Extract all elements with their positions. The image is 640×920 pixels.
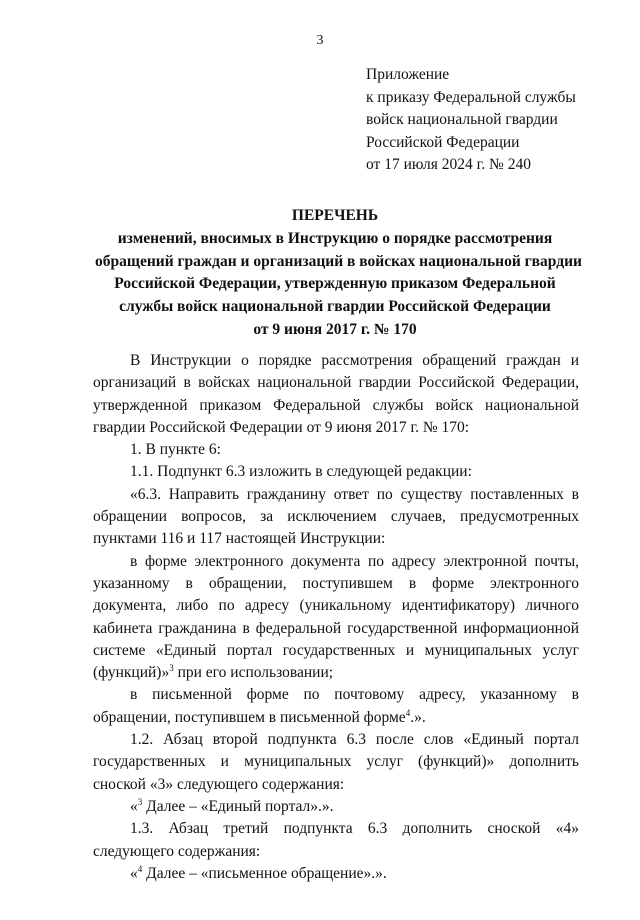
appendix-line: от 17 июля 2024 г. № 240 (366, 156, 531, 173)
item-1: 1. В пункте 6: (130, 441, 221, 459)
title-line: изменений, вносимых в Инструкцию о порядке рассмотрения (117, 229, 553, 247)
footnote-3-text (93, 796, 579, 818)
footnote-mark: 4 (405, 707, 411, 718)
appendix-line: войск национальной гвардии (366, 111, 558, 128)
electronic-form-paragraph (93, 551, 579, 685)
title-line: службы войск национальной гвардии Российской Федерации (119, 298, 551, 316)
paragraph-text: Далее – «письменное обращение».». (142, 864, 387, 882)
subitem-6-3: «6.3. Направить гражданину ответ по существу поставленных в обращении вопросов, за исключением случаев, предусмотренных пунктами 116 и 117 настоящей Инструкции: (93, 485, 579, 548)
document-title (95, 205, 582, 342)
title-heading: ПЕРЕЧЕНЬ (291, 207, 379, 224)
page-number: 3 (316, 33, 324, 48)
intro-paragraph: В Инструкции о порядке рассмотрения обращений граждан и организаций в войсках национальной гвардии Российской Федерации, утвержденной приказом Федеральной службы войск национальной гвардии Российской Федерации от 9 июня 2017 г. № 170: (93, 352, 579, 436)
appendix-block (366, 64, 576, 177)
appendix-line: к приказу Федеральной службы (366, 88, 576, 106)
paragraph-text: в форме электронного документа по адресу электронной почты, указанному в обращении, поступившем в форме электронного документа, либо по адресу (уникальному идентификатору) личного кабинета гражданина в федеральной государственной информационной системе «Единый портал государственных и муниципальных услуг (функций)» (93, 552, 579, 682)
footnote-4-text (93, 863, 579, 885)
paragraph-text: .». (410, 708, 426, 726)
footnote-mark: 3 (137, 796, 143, 807)
document-body (93, 350, 579, 885)
quote-open: « (130, 797, 138, 815)
item-1-1: 1.1. Подпункт 6.3 изложить в следующей редакции: (130, 463, 472, 481)
footnote-mark: 4 (137, 863, 143, 874)
title-line: от 9 июня 2017 г. № 170 (253, 320, 417, 338)
quote-open: « (130, 864, 138, 882)
title-line: обращений граждан и организаций в войсках национальной гвардии (95, 252, 582, 270)
appendix-line: Приложение (366, 66, 450, 83)
item-1-3: 1.3. Абзац третий подпункта 6.3 дополнить сноской «4» следующего содержания: (93, 820, 579, 860)
appendix-line: Российской Федерации (366, 133, 520, 151)
footnote-mark: 3 (169, 663, 174, 673)
item-1-2: 1.2. Абзац второй подпункта 6.3 после слов «Единый портал государственных и муниципальных услуг (функций)» дополнить сноской «3» следующего содержания: (93, 731, 579, 793)
paragraph-text: Далее – «Единый портал».». (142, 797, 334, 815)
paragraph-text: при его использовании; (173, 664, 334, 682)
paragraph-text: в письменной форме по почтовому адресу, указанному в обращении, поступившем в письменной форме (93, 686, 579, 726)
written-form-paragraph (93, 684, 579, 729)
title-line: Российской Федерации, утвержденную приказом Федеральной (114, 275, 556, 293)
